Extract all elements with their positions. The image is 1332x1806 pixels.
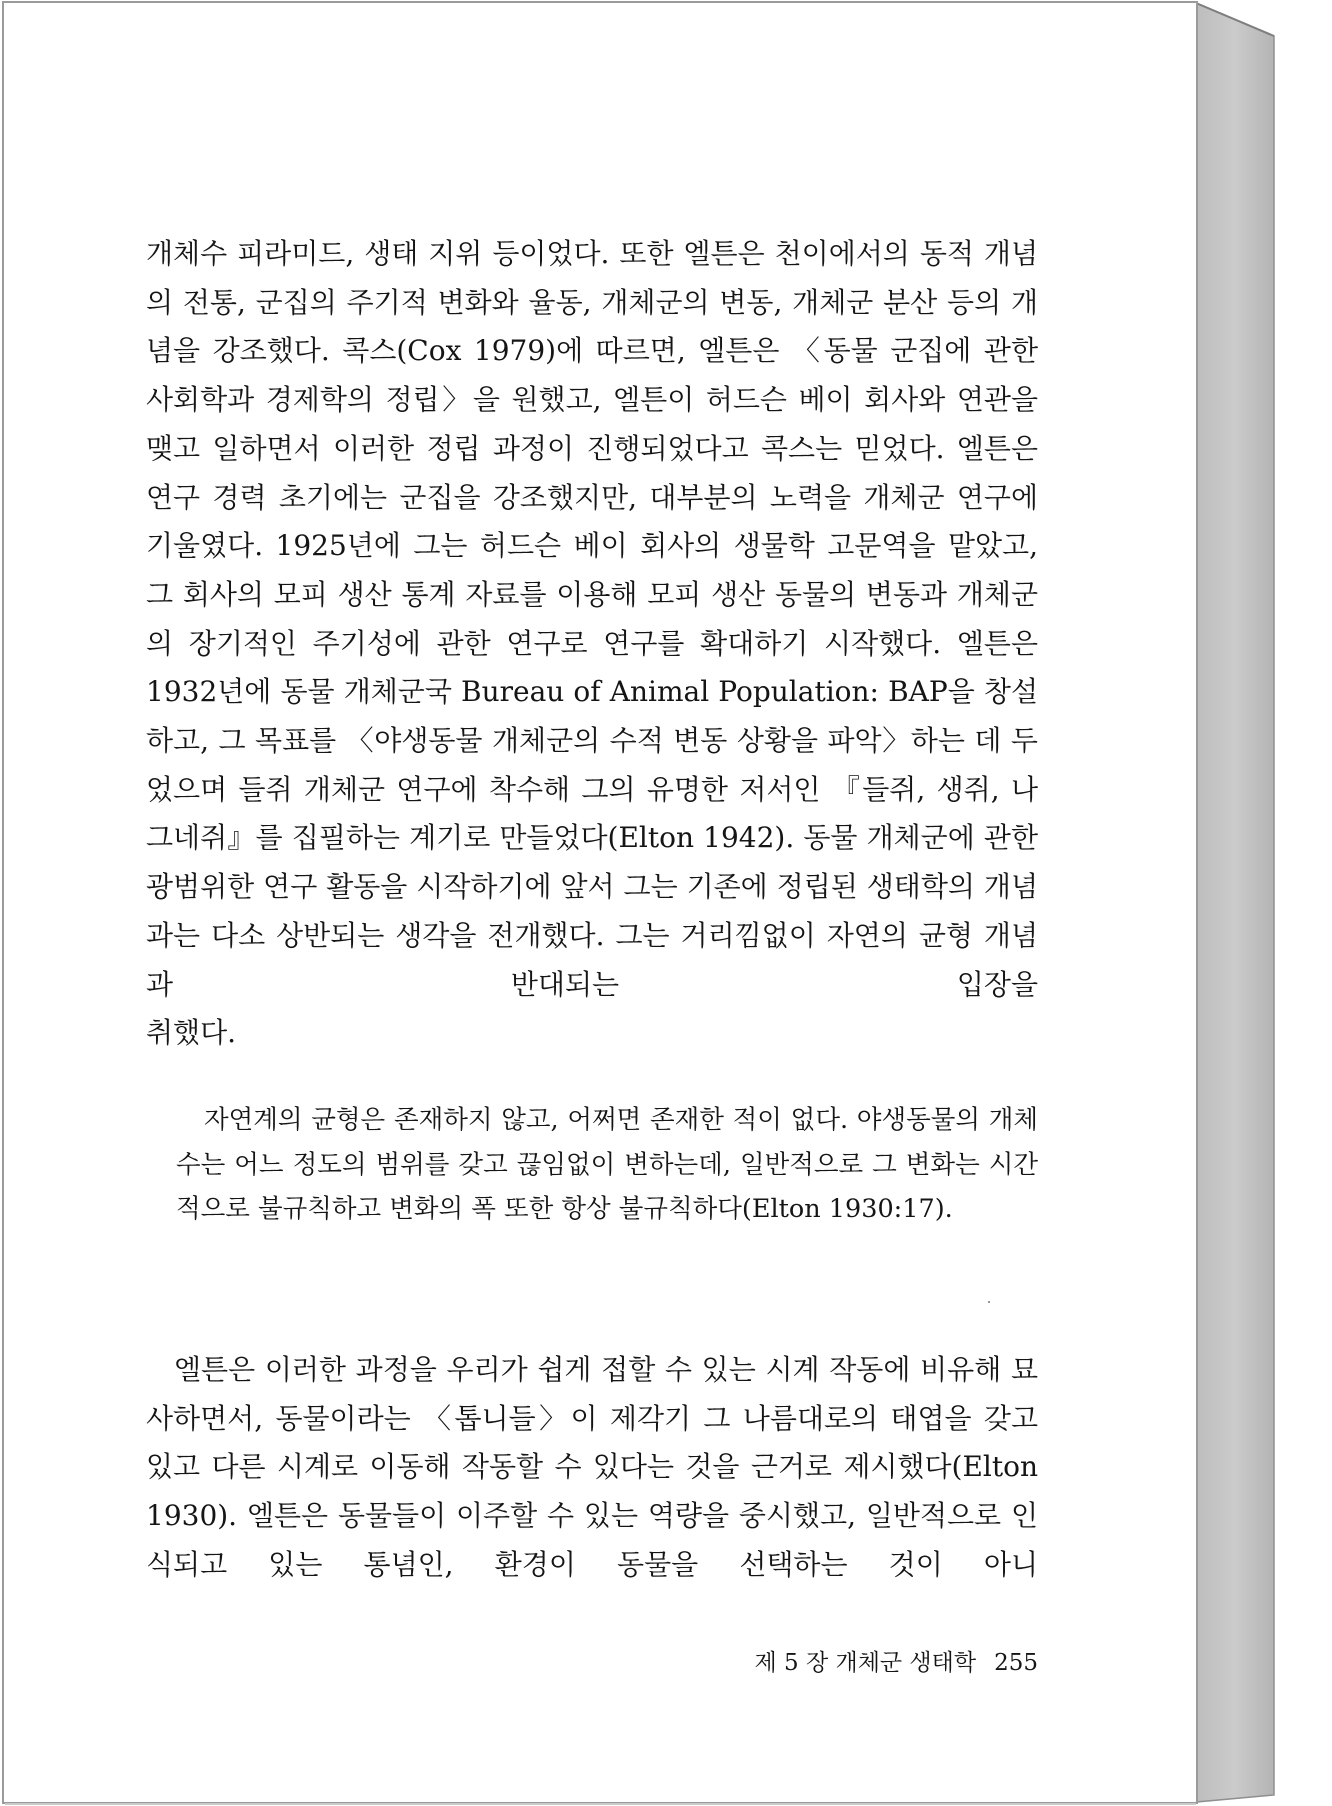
block-quote-text: 자연계의 균형은 존재하지 않고, 어쩌면 존재한 적이 없다. 야생동물의 개체수는 어느 정도의 범위를 갖고 끊임없이 변하는데, 일반적으로 그 변화는 시간적으로 불규칙하고 변화의 폭 또한 항상 불규칙하다(Elton 1930:17). [176, 1105, 1038, 1224]
paragraph-1-last-line: 취했다. [146, 1016, 237, 1050]
book-page [4, 3, 1196, 1800]
block-quote [176, 1098, 1038, 1232]
book-side-edge [1196, 3, 1274, 1802]
paragraph-1 [146, 230, 1038, 1058]
paragraph-2-text: 엘튼은 이러한 과정을 우리가 쉽게 접할 수 있는 시계 작동에 비유해 묘사하면서, 동물이라는 〈톱니들〉이 제각기 그 나름대로의 태엽을 갖고 있고 다른 시계로 이동해 작동할 수 있다는 것을 근거로 제시했다(Elton 1930). 엘튼은 동물들이 이주할 수 있는 역량을 중시했고, 일반적으로 인식되고 있는 통념인, 환경이 동물을 선택하는 것이 아니 [146, 1353, 1038, 1581]
scan-speck [988, 1301, 990, 1303]
paragraph-1-text: 개체수 피라미드, 생태 지위 등이었다. 또한 엘튼은 천이에서의 동적 개념의 전통, 군집의 주기적 변화와 율동, 개체군의 변동, 개체군 분산 등의 개념을 강조했다. 콕스(Cox 1979)에 따르면, 엘튼은 〈동물 군집에 관한 사회학과 경제학의 정립〉을 원했고, 엘튼이 허드슨 베이 회사와 연관을 맺고 일하면서 이러한 정립 과정이 진행되었다고 콕스는 믿었다. 엘튼은 연구 경력 초기에는 군집을 강조했지만, 대부분의 노력을 개체군 연구에 기울였다. 1925년에 그는 허드슨 베이 회사의 생물학 고문역을 맡았고, 그 회사의 모피 생산 통계 자료를 이용해 모피 생산 동물의 변동과 개체군의 장기적인 주기성에 관한 연구로 연구를 확대하기 시작했다. 엘튼은 1932년에 동물 개체군국 Bureau of Animal Population: BAP을 창설하고, 그 목표를 〈야생동물 개체군의 수적 변동 상황을 파악〉하는 데 두었으며 들쥐 개체군 연구에 착수해 그의 유명한 저서인 『들쥐, 생쥐, 나그네쥐』를 집필하는 계기로 만들었다(Elton 1942). 동물 개체군에 관한 광범위한 연구 활동을 시작하기에 앞서 그는 기존에 정립된 생태학의 개념과는 다소 상반되는 생각을 전개했다. 그는 거리낌없이 자연의 균형 개념과 반대되는 입장을 [146, 237, 1038, 1001]
footer-chapter-title: 제 5 장 개체군 생태학 [754, 1650, 977, 1676]
paragraph-2 [146, 1346, 1038, 1590]
page-number: 255 [994, 1650, 1038, 1676]
running-footer [704, 1644, 1038, 1677]
